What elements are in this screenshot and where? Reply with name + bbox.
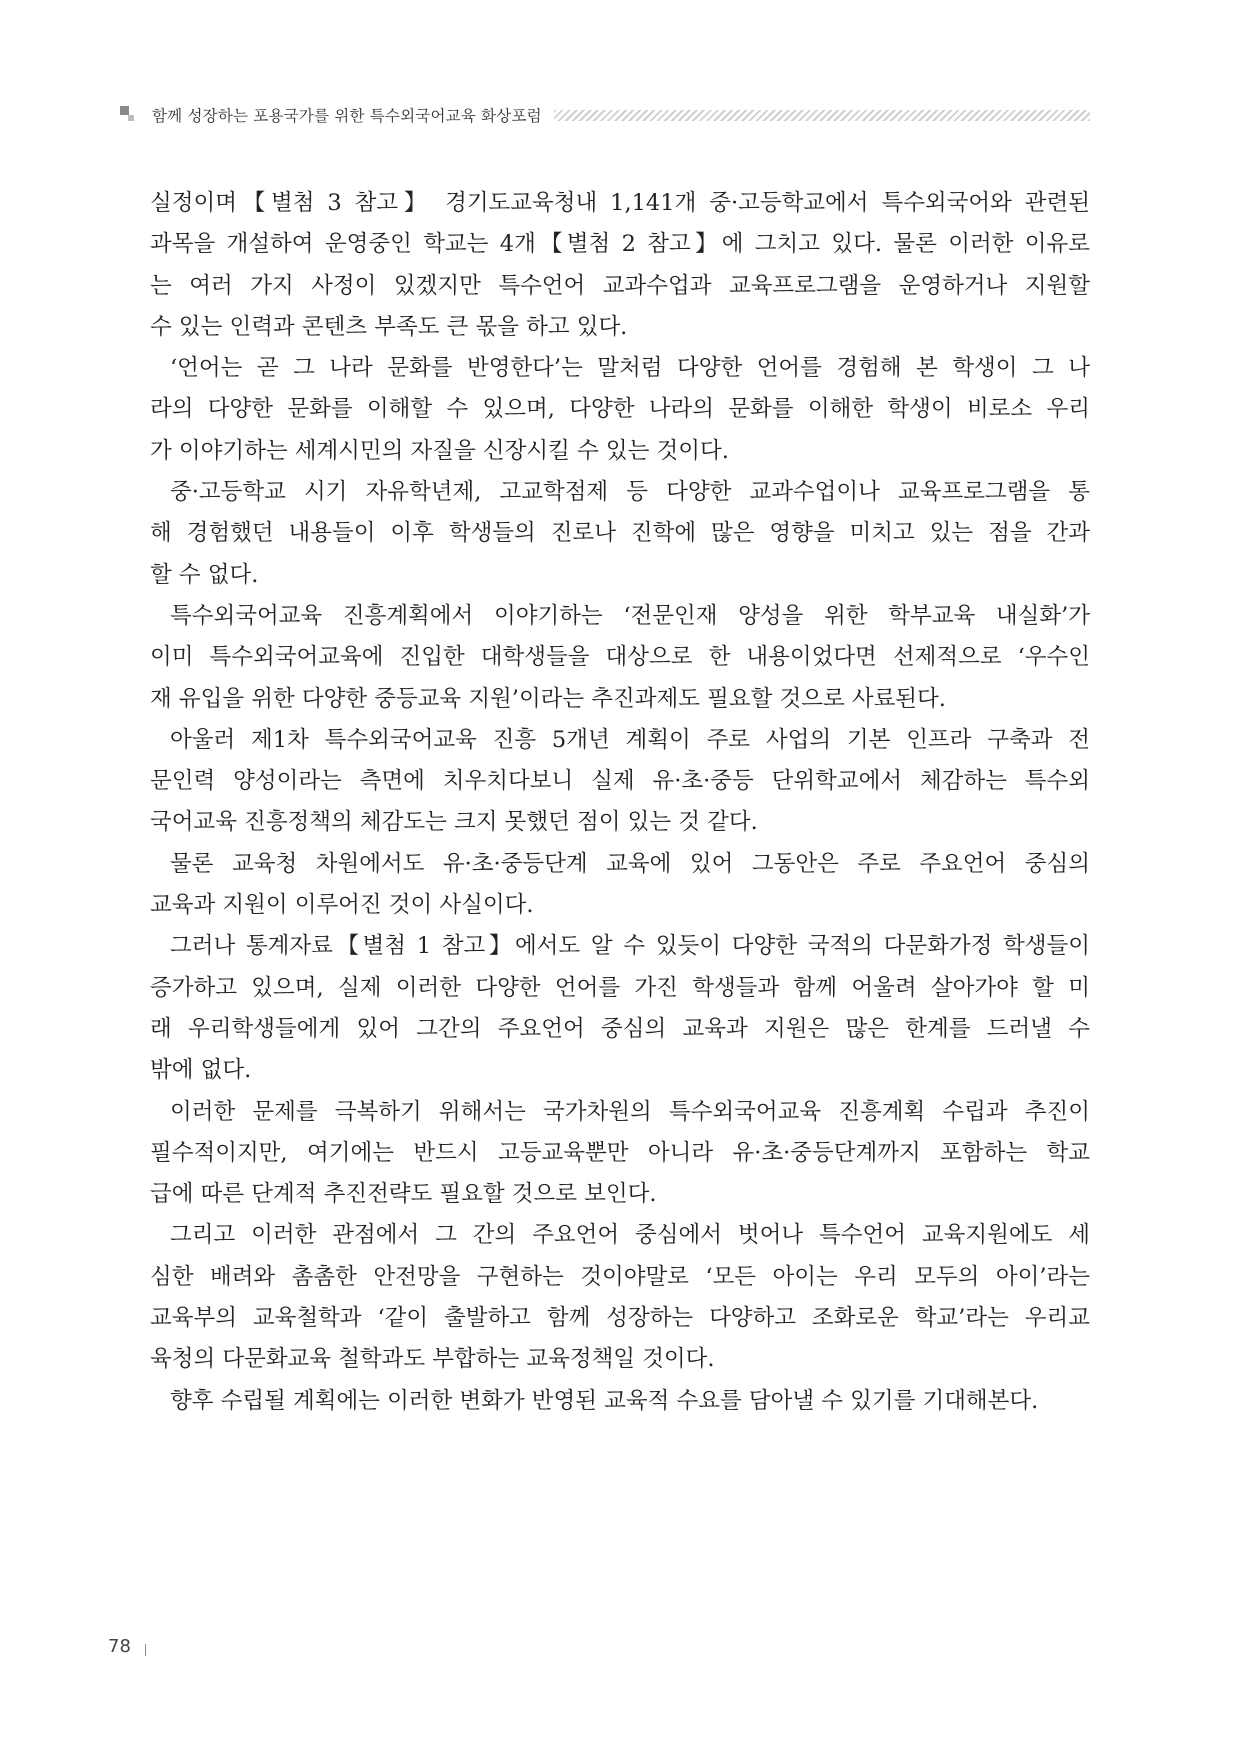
text-line: 심한 배려와 촘촘한 안전망을 구현하는 것이야말로 ‘모든 아이는 우리 모두의 아이’라는 — [150, 1263, 1090, 1290]
header-hatched-rule — [554, 110, 1090, 121]
text-line: 육청의 다문화교육 철학과도 부합하는 교육정책일 것이다. — [150, 1346, 715, 1373]
text-line: 급에 따른 단계적 추진전략도 필요할 것으로 보인다. — [150, 1181, 657, 1208]
footer-divider — [145, 1644, 146, 1656]
text-line: 국어교육 진흥정책의 체감도는 크지 못했던 점이 있는 것 같다. — [150, 809, 758, 836]
text-line: 특수외국어교육 진흥계획에서 이야기하는 ‘전문인재 양성을 위한 학부교육 내실화’가 — [170, 602, 1090, 629]
text-line: 할 수 없다. — [150, 561, 259, 588]
text-line: 실정이며【별첨 3 참고】 경기도교육청내 1,141개 중·고등학교에서 특수외국어와 관련된 — [150, 190, 1090, 216]
text-line: 그리고 이러한 관점에서 그 간의 주요언어 중심에서 벗어나 특수언어 교육지원에도 세 — [170, 1222, 1090, 1249]
text-line: 증가하고 있으며, 실제 이러한 다양한 언어를 가진 학생들과 함께 어울려 살아가야 할 미 — [150, 974, 1090, 1001]
text-line: 해 경험했던 내용들이 이후 학생들의 진로나 진학에 많은 영향을 미치고 있는 점을 간과 — [150, 520, 1090, 547]
text-line: 밖에 없다. — [150, 1057, 252, 1084]
text-line: 중·고등학교 시기 자유학년제, 고교학점제 등 다양한 교과수업이나 교육프로그램을 통 — [170, 479, 1090, 506]
text-line: 재 유입을 위한 다양한 중등교육 지원’이라는 추진과제도 필요할 것으로 사료된다. — [150, 685, 946, 712]
page-footer — [108, 1636, 146, 1657]
text-line: 과목을 개설하여 운영중인 학교는 4개【별첨 2 참고】에 그치고 있다. 물론 이러한 이유로 — [150, 231, 1090, 258]
text-line: 이미 특수외국어교육에 진입한 대학생들을 대상으로 한 내용이었다면 선제적으로 ‘우수인 — [150, 644, 1090, 671]
body-text — [150, 183, 1090, 1422]
text-line: 는 여러 가지 사정이 있겠지만 특수언어 교과수업과 교육프로그램을 운영하거나 지원할 — [150, 272, 1090, 299]
page-number: 78 — [108, 1636, 131, 1657]
text-line: ‘언어는 곧 그 나라 문화를 반영한다’는 말처럼 다양한 언어를 경험해 본 학생이 그 나 — [170, 355, 1090, 382]
text-line: 교육과 지원이 이루어진 것이 사실이다. — [150, 892, 534, 919]
text-line: 물론 교육청 차원에서도 유·초·중등단계 교육에 있어 그동안은 주로 주요언어 중심의 — [170, 850, 1090, 877]
text-line: 래 우리학생들에게 있어 그간의 주요언어 중심의 교육과 지원은 많은 한계를 드러낼 수 — [150, 1015, 1090, 1042]
text-line: 이러한 문제를 극복하기 위해서는 국가차원의 특수외국어교육 진흥계획 수립과 추진이 — [170, 1098, 1090, 1125]
running-header-title: 함께 성장하는 포용국가를 위한 특수외국어교육 화상포럼 — [152, 107, 542, 125]
text-line: 가 이야기하는 세계시민의 자질을 신장시킬 수 있는 것이다. — [150, 437, 729, 464]
text-line: 수 있는 인력과 콘텐츠 부족도 큰 몫을 하고 있다. — [150, 313, 628, 340]
text-line: 그러나 통계자료【별첨 1 참고】에서도 알 수 있듯이 다양한 국적의 다문화가정 학생들이 — [170, 933, 1090, 960]
text-line: 교육부의 교육철학과 ‘같이 출발하고 함께 성장하는 다양하고 조화로운 학교’라는 우리교 — [150, 1305, 1090, 1332]
header-bullet-icon — [120, 104, 142, 126]
text-line: 향후 수립될 계획에는 이러한 변화가 반영된 교육적 수요를 담아낼 수 있기를 기대해본다. — [170, 1387, 1039, 1414]
text-line: 필수적이지만, 여기에는 반드시 고등교육뿐만 아니라 유·초·중등단계까지 포함하는 학교 — [150, 1139, 1090, 1166]
text-line: 라의 다양한 문화를 이해할 수 있으며, 다양한 나라의 문화를 이해한 학생이 비로소 우리 — [150, 396, 1090, 423]
text-line: 문인력 양성이라는 측면에 치우치다보니 실제 유·초·중등 단위학교에서 체감하는 특수외 — [150, 768, 1090, 795]
running-header — [120, 98, 1090, 132]
text-line: 아울러 제1차 특수외국어교육 진흥 5개년 계획이 주로 사업의 기본 인프라 구축과 전 — [170, 726, 1090, 753]
